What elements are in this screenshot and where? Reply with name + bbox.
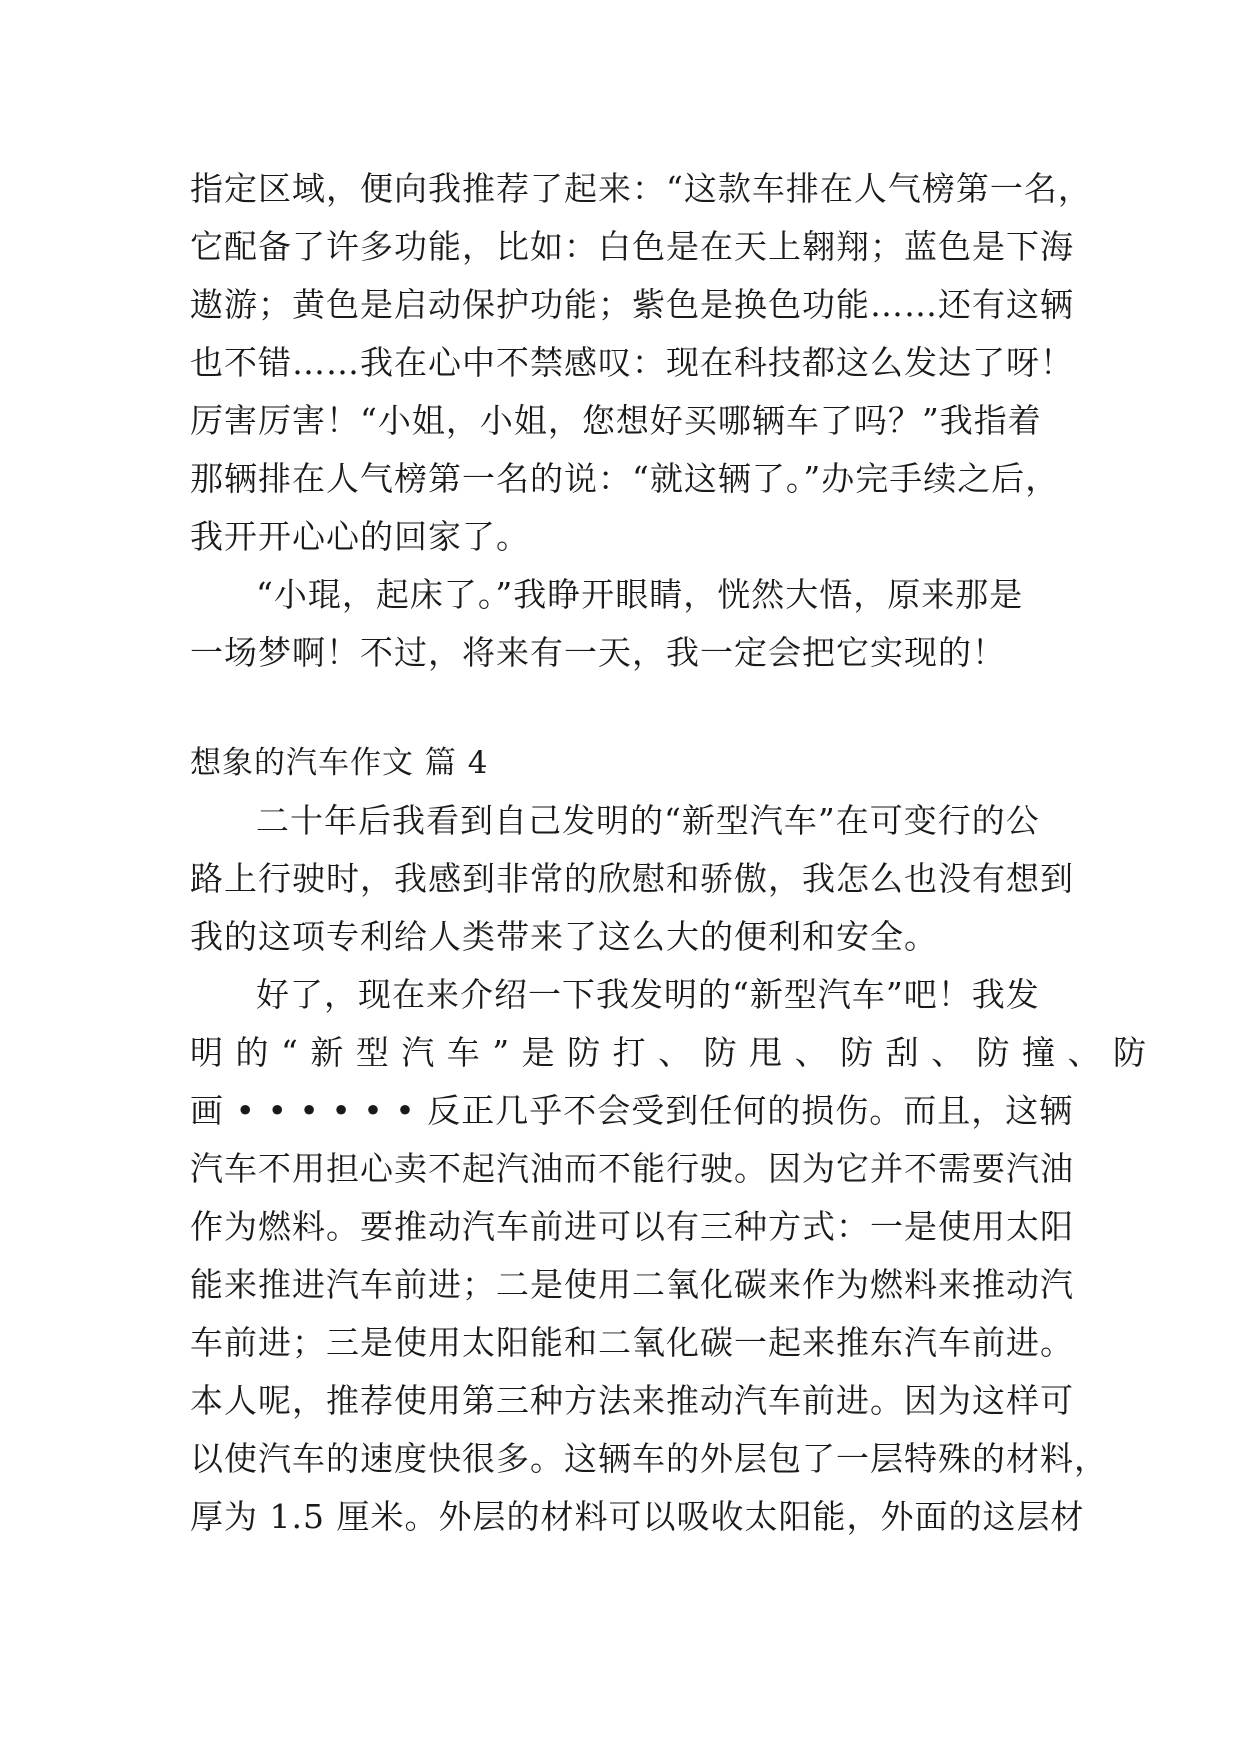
text-line: 路上行驶时，我感到非常的欣慰和骄傲，我怎么也没有想到 [190, 859, 1074, 898]
text-line: 厉害厉害！“小姐，小姐，您想好买哪辆车了吗？”我指着 [190, 401, 1042, 440]
text-line: “小琨，起床了。”我睁开眼睛，恍然大悟，原来那是 [256, 575, 1024, 614]
text-line: 作为燃料。要推动汽车前进可以有三种方式：一是使用太阳 [190, 1207, 1074, 1246]
text-line: 车前进；三是使用太阳能和二氧化碳一起来推东汽车前进。 [190, 1323, 1074, 1362]
text-line: 好了，现在来介绍一下我发明的“新型汽车”吧！我发 [256, 975, 1040, 1014]
text-line: 画 • • • • • • 反正几乎不会受到任何的损伤。而且，这辆 [190, 1091, 1074, 1130]
text-line: 能来推进汽车前进；二是使用二氧化碳来作为燃料来推动汽 [190, 1265, 1074, 1304]
text-line: 厚为 1.5 厘米。外层的材料可以吸收太阳能，外面的这层材 [190, 1497, 1085, 1536]
text-line: 遨游；黄色是启动保护功能；紫色是换色功能……还有这辆 [190, 285, 1074, 324]
essay-heading: 想象的汽车作文 篇 4 [190, 745, 489, 781]
text-line: 我的这项专利给人类带来了这么大的便利和安全。 [190, 917, 938, 956]
text-line: 指定区域，便向我推荐了起来：“这款车排在人气榜第一名， [190, 169, 1092, 208]
text-line: 明 的 “ 新 型 汽 车 ” 是 防 打 、 防 甩 、 防 刮 、 防 撞 、 防 [190, 1033, 1148, 1072]
text-line: 二十年后我看到自己发明的“新型汽车”在可变行的公 [256, 801, 1040, 840]
text-line: 我开开心心的回家了。 [190, 517, 530, 556]
essay-3-continuation [190, 160, 1092, 682]
text-line: 本人呢，推荐使用第三种方法来推动汽车前进。因为这样可 [190, 1381, 1074, 1420]
text-line: 以使汽车的速度快很多。这辆车的外层包了一层特殊的材料， [190, 1439, 1108, 1478]
text-line: 那辆排在人气榜第一名的说：“就这辆了。”办完手续之后， [190, 459, 1060, 498]
text-line: 它配备了许多功能，比如：白色是在天上翱翔；蓝色是下海 [190, 227, 1074, 266]
text-line: 一场梦啊！不过，将来有一天，我一定会把它实现的！ [190, 633, 1006, 672]
text-line: 汽车不用担心卖不起汽油而不能行驶。因为它并不需要汽油 [190, 1149, 1074, 1188]
essay-4-body [190, 792, 1148, 1546]
text-line: 也不错……我在心中不禁感叹：现在科技都这么发达了呀！ [190, 343, 1074, 382]
